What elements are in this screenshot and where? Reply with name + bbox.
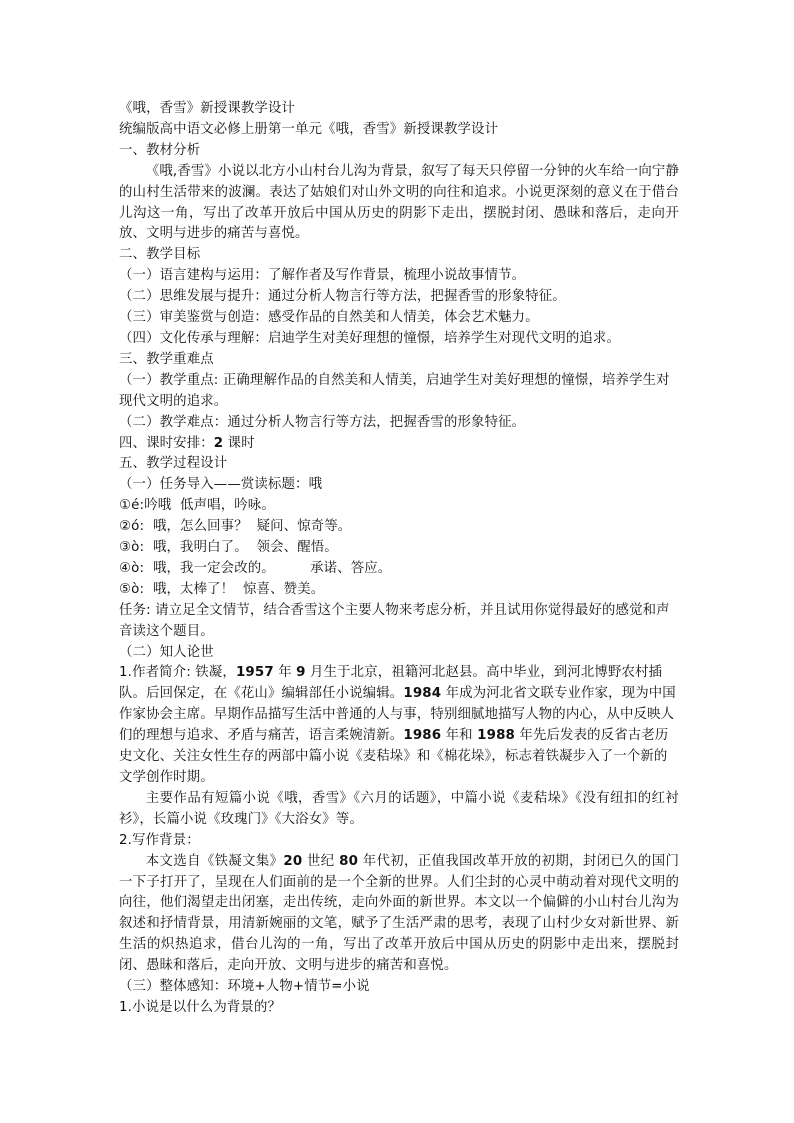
- background-text: 年代初，正值我国改革开放的初期，封闭已久的国门一下子打开了，呈现在人们面前的是一个全新的世界。人们尘封的心灵中萌动着对现代文明的向往，他们渴望走出闭塞，走出传统，走向外面的新世界。本文以一个偏僻的小山村台儿沟为叙述和抒情背景，用清新婉丽的文笔，赋予了生活严肃的思考，表现了山村少女对新世界、新生活的炽热追求，借台儿沟的一角，写出了改革开放后中国从历史的阴影中走出来，摆脱封闭、愚昧和落后，走向开放、文明与进步的痛苦和喜悦。: [119, 853, 679, 974]
- objective-item: （四）文化传承与理解：启迪学生对美好理想的憧憬，培养学生对现代文明的追求。: [119, 330, 621, 346]
- reading-item: ②ó: 哦，怎么回事？ 疑问、惊奇等。: [119, 519, 352, 535]
- section3-heading: 三、教学重难点: [119, 351, 214, 367]
- reading-item: ④ò: 哦，我一定会改的。 承诺、答应。: [119, 560, 392, 576]
- author-year: 1986: [403, 728, 442, 744]
- reading-item: ⑤ò: 哦，太棒了！ 惊喜、赞美。: [119, 581, 325, 597]
- century-number: 20: [283, 853, 303, 869]
- section1-heading: 一、教材分析: [119, 142, 201, 158]
- objective-item: （三）审美鉴赏与创造：感受作品的自然美和人情美，体会艺术魅力。: [119, 310, 539, 326]
- background-paragraph: [119, 852, 679, 977]
- document-content: [119, 99, 679, 1019]
- class-hours-number: 2: [213, 435, 224, 451]
- author-year: 1984: [403, 686, 442, 702]
- task-text: 任务: 请立足全文情节，结合香雪这个主要人物来考虑分析，并且试用你觉得最好的感觉和声音读这个题目。: [119, 602, 670, 639]
- part1-heading: （一）任务导入——赏读标题：哦: [119, 477, 323, 493]
- document-subtitle: 统编版高中语文必修上册第一单元《哦，香雪》新授课教学设计: [119, 121, 499, 137]
- author-intro: [119, 663, 679, 788]
- section4-heading-prefix: 四、课时安排：: [119, 435, 214, 451]
- difficult-point: （二）教学难点：通过分析人物言行等方法，把握香雪的形象特征。: [119, 414, 526, 430]
- author-year: 1988: [477, 728, 516, 744]
- author-birth-month: 9: [296, 665, 306, 681]
- author-heading: 1.作者简介: 铁凝，: [119, 665, 236, 681]
- decade-number: 80: [339, 853, 359, 869]
- background-text: 本文选自《铁凝文集》: [145, 853, 284, 869]
- author-text: 年: [273, 665, 297, 681]
- reading-item: ①é:吟哦 低声唱，吟咏。: [119, 498, 275, 514]
- background-heading: 2.写作背景：: [119, 832, 200, 848]
- section5-heading: 五、教学过程设计: [119, 456, 228, 472]
- objective-item: （一）语言建构与运用：了解作者及写作背景，梳理小说故事情节。: [119, 268, 526, 284]
- part2-heading: （二）知人论世: [119, 644, 214, 660]
- objective-item: （二）思维发展与提升：通过分析人物言行等方法，把握香雪的形象特征。: [119, 289, 566, 305]
- part3-heading: （三）整体感知：环境+人物+情节=小说: [119, 979, 370, 995]
- question-item: 1.小说是以什么为背景的？: [119, 999, 282, 1015]
- document-title: 《哦，香雪》新授课教学设计: [119, 101, 296, 116]
- section4-heading-suffix: 课时: [223, 435, 255, 451]
- author-works: 主要作品有短篇小说《哦，香雪》《六月的话题》，中篇小说《麦秸垛》《没有纽扣的红衬衫》，长篇小说《玫瑰门》《大浴女》等。: [119, 790, 679, 827]
- author-birth-year: 1957: [235, 665, 274, 681]
- section1-paragraph: 《哦,香雪》小说以北方小山村台儿沟为背景，叙写了每天只停留一分钟的火车给一向宁静的山村生活带来的波澜。表达了姑娘们对山外文明的向往和追求。小说更深刻的意义在于借台儿沟这一角，写出了改革开放后中国从历史的阴影下走出，摆脱封闭、愚昧和落后，走向开放、文明与进步的痛苦与喜悦。: [119, 163, 679, 242]
- background-text: 世纪: [302, 853, 340, 869]
- key-point: （一）教学重点: 正确理解作品的自然美和人情美，启迪学生对美好理想的憧憬，培养学生对现代文明的追求。: [119, 372, 670, 409]
- section2-heading: 二、教学目标: [119, 247, 201, 263]
- author-text: 年和: [441, 728, 478, 744]
- author-text: 月生于北京，祖籍河北赵县。高中毕业，到河北博野农村插队。后回保定，在《花山》编辑部任小说编辑。: [119, 665, 663, 702]
- author-text: 年先后发表的反省古老历史文化、关注女性生存的两部中篇小说《麦秸垛》和《棉花垛》，标志着铁凝步入了一个新的文学创作时期。: [119, 728, 669, 785]
- reading-item: ③ò: 哦，我明白了。 领会、醒悟。: [119, 540, 338, 556]
- author-text: 年成为河北省文联专业作家，现为中国作家协会主席。早期作品描写生活中普通的人与事，特别细腻地描写人物的内心，从中反映人们的理想与追求、矛盾与痛苦，语言柔婉清新。: [119, 686, 676, 744]
- section4-heading: [119, 434, 679, 455]
